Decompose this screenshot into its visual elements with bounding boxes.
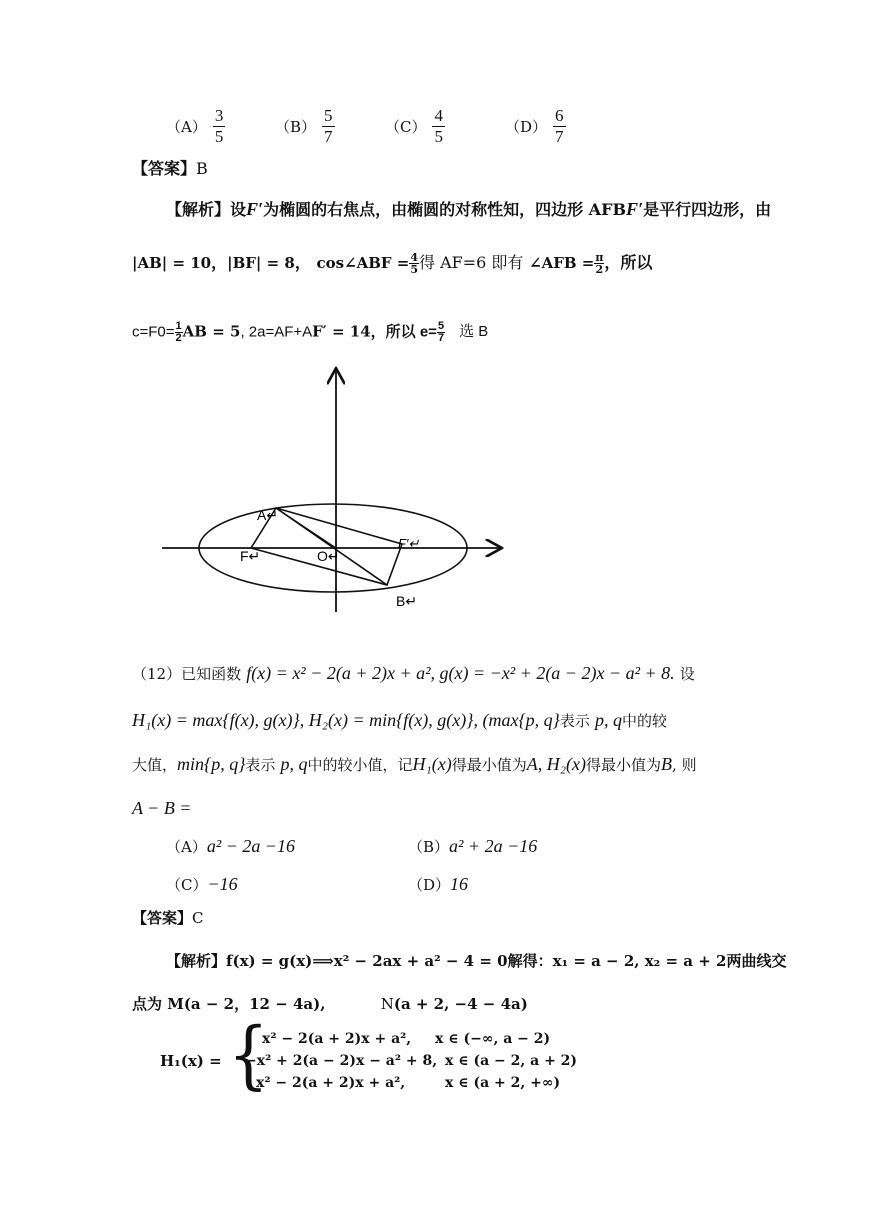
fraction: $\frac{1}{2}$ [175, 320, 182, 344]
choice-label: （B） [408, 838, 450, 856]
text: （12）已知函数 [132, 665, 242, 683]
text: 为椭圆的右焦点，由椭圆的对称性知，四边形 AFB [263, 200, 626, 219]
math: (a + 2, −4 − 4a) [393, 995, 528, 1013]
answer-line [132, 159, 208, 179]
text: 两曲线交 [726, 952, 787, 970]
analysis-line-2 [132, 252, 652, 275]
piecewise-brace: { [228, 1013, 269, 1099]
analysis-tag: 【解析】 [166, 200, 231, 219]
choice-value: a² + 2a −16 [449, 836, 538, 856]
ellipse-figure [150, 362, 520, 622]
q12-answer-line [132, 908, 204, 928]
math: p, q [280, 754, 308, 774]
text: N [380, 995, 394, 1013]
q12-line-4 [132, 798, 191, 819]
math: cos∠ABF = [316, 254, 410, 272]
math: f(x) = g(x)⟹x² − 2ax + a² − 4 = 0 [226, 952, 508, 970]
text: , 则 [672, 756, 697, 774]
choice-label: （C） [385, 118, 427, 136]
text: 大值， [132, 756, 178, 774]
math: (a − 2，12 − 4a) [183, 995, 321, 1013]
piecewise-row-3-cond: x ∈ (a + 2, +∞) [445, 1075, 561, 1091]
text: c=F0= [132, 323, 175, 341]
math: F′ [625, 199, 644, 219]
piecewise-row-1-expr: x² − 2(a + 2)x + a², [262, 1031, 412, 1047]
text: 中的较 [621, 712, 667, 730]
choice-b [275, 106, 335, 147]
answer-value: C [192, 909, 204, 927]
fraction: $\frac{6}{7}$ [555, 106, 564, 146]
math: f(x) = x² − 2(a + 2)x + a², g(x) = −x² + 2(a − 2)x − a² + 8. [246, 663, 675, 683]
q12-analysis-line-2 [132, 994, 528, 1014]
choice-a [166, 106, 225, 147]
fraction: $\frac{4}{5}$ [434, 106, 443, 146]
piecewise-row-1-cond: x ∈ (−∞, a − 2) [435, 1031, 551, 1047]
text: , [320, 995, 326, 1013]
math: x₁ = a − 2, x₂ = a + 2 [552, 952, 727, 970]
fraction: $\frac{4}{5}$ [410, 251, 419, 276]
choice-label: （A） [166, 118, 207, 136]
fraction: $\frac{5}{7}$ [324, 106, 333, 146]
answer-value: B [196, 159, 208, 178]
text: 选 B [459, 323, 489, 341]
text: 得最小值为 [451, 756, 527, 774]
choice-value: a² − 2a −16 [206, 836, 296, 856]
choice-value: −16 [207, 874, 238, 894]
math: ∠AFB = [529, 254, 595, 272]
q12-choice-a [166, 836, 295, 857]
text: 表示 [245, 756, 276, 774]
math: H₁(x) = max{f(x), g(x)}, H₂(x) = min{f(x), g(x)}, (max{p, q} [132, 710, 560, 730]
text: 设 [679, 665, 695, 683]
math: A − B = [132, 798, 192, 818]
label-f: F↵ [240, 548, 261, 564]
math: B [661, 754, 673, 774]
choice-label: （D） [505, 118, 548, 136]
choice-label: （D） [408, 876, 451, 894]
math: AB = 5 [182, 322, 241, 341]
label-a: A↵ [257, 507, 279, 523]
text: 中的较小值，记 [307, 756, 413, 774]
q12-choice-c [166, 874, 238, 895]
math: A, H₂(x) [526, 754, 587, 774]
analysis-line-3 [132, 321, 488, 344]
choice-d [505, 106, 566, 147]
text: 解得： [507, 952, 553, 970]
text: 得最小值为 [586, 756, 662, 774]
piecewise-row-2-cond: x ∈ (a − 2, a + 2) [445, 1053, 578, 1069]
choice-label: （C） [166, 876, 208, 894]
analysis-line-1 [166, 199, 771, 220]
text: ， [294, 253, 311, 272]
piecewise-row-2-expr: −x² + 2(a − 2)x − a² + 8, [245, 1053, 438, 1069]
segment-ao [276, 508, 336, 548]
choice-label: （A） [166, 838, 207, 856]
text: 设 [230, 200, 247, 219]
label-b: B↵ [396, 593, 418, 609]
text: 得 AF=6 即有 [419, 253, 524, 272]
text: ，所以 [604, 253, 653, 272]
text: 表示 [559, 712, 590, 730]
label-fprime: F′↵ [398, 536, 420, 551]
math: |BF| = 8 [227, 254, 295, 272]
text: 点为 M [132, 995, 184, 1013]
fraction: $\frac{3}{5}$ [214, 106, 224, 146]
label-o: O↵ [317, 548, 340, 564]
text: ，所以 e= [370, 323, 437, 341]
math: F′ = 14 [312, 322, 371, 341]
math: |AB| = 10 [132, 254, 212, 272]
text: 是平行四边形，由 [643, 200, 772, 219]
q12-line-1 [132, 663, 695, 684]
piecewise-lhs: H₁(x) = [160, 1052, 222, 1070]
choice-value: 16 [450, 874, 469, 894]
fraction: $\frac{\pi}{2}$ [595, 251, 604, 276]
q12-analysis-line-1 [166, 951, 786, 971]
math: min{p, q} [177, 754, 246, 774]
choice-label: （B） [275, 118, 317, 136]
answer-tag: 【答案】 [132, 909, 193, 927]
math: H₁(x) [412, 754, 452, 774]
math: F′ [246, 199, 264, 219]
q12-line-2 [132, 710, 667, 731]
math: p, q [594, 710, 622, 730]
choice-c [385, 106, 445, 147]
answer-tag: 【答案】 [132, 159, 197, 178]
q12-choice-d [408, 874, 468, 895]
fraction: $\frac{5}{7}$ [437, 320, 445, 344]
piecewise-row-3-expr: x² − 2(a + 2)x + a², [256, 1075, 406, 1091]
text: , 2a=AF+A [240, 323, 313, 341]
analysis-tag: 【解析】 [166, 952, 227, 970]
q12-line-3 [132, 754, 697, 775]
text: ， [211, 253, 228, 272]
q12-choice-b [408, 836, 537, 857]
